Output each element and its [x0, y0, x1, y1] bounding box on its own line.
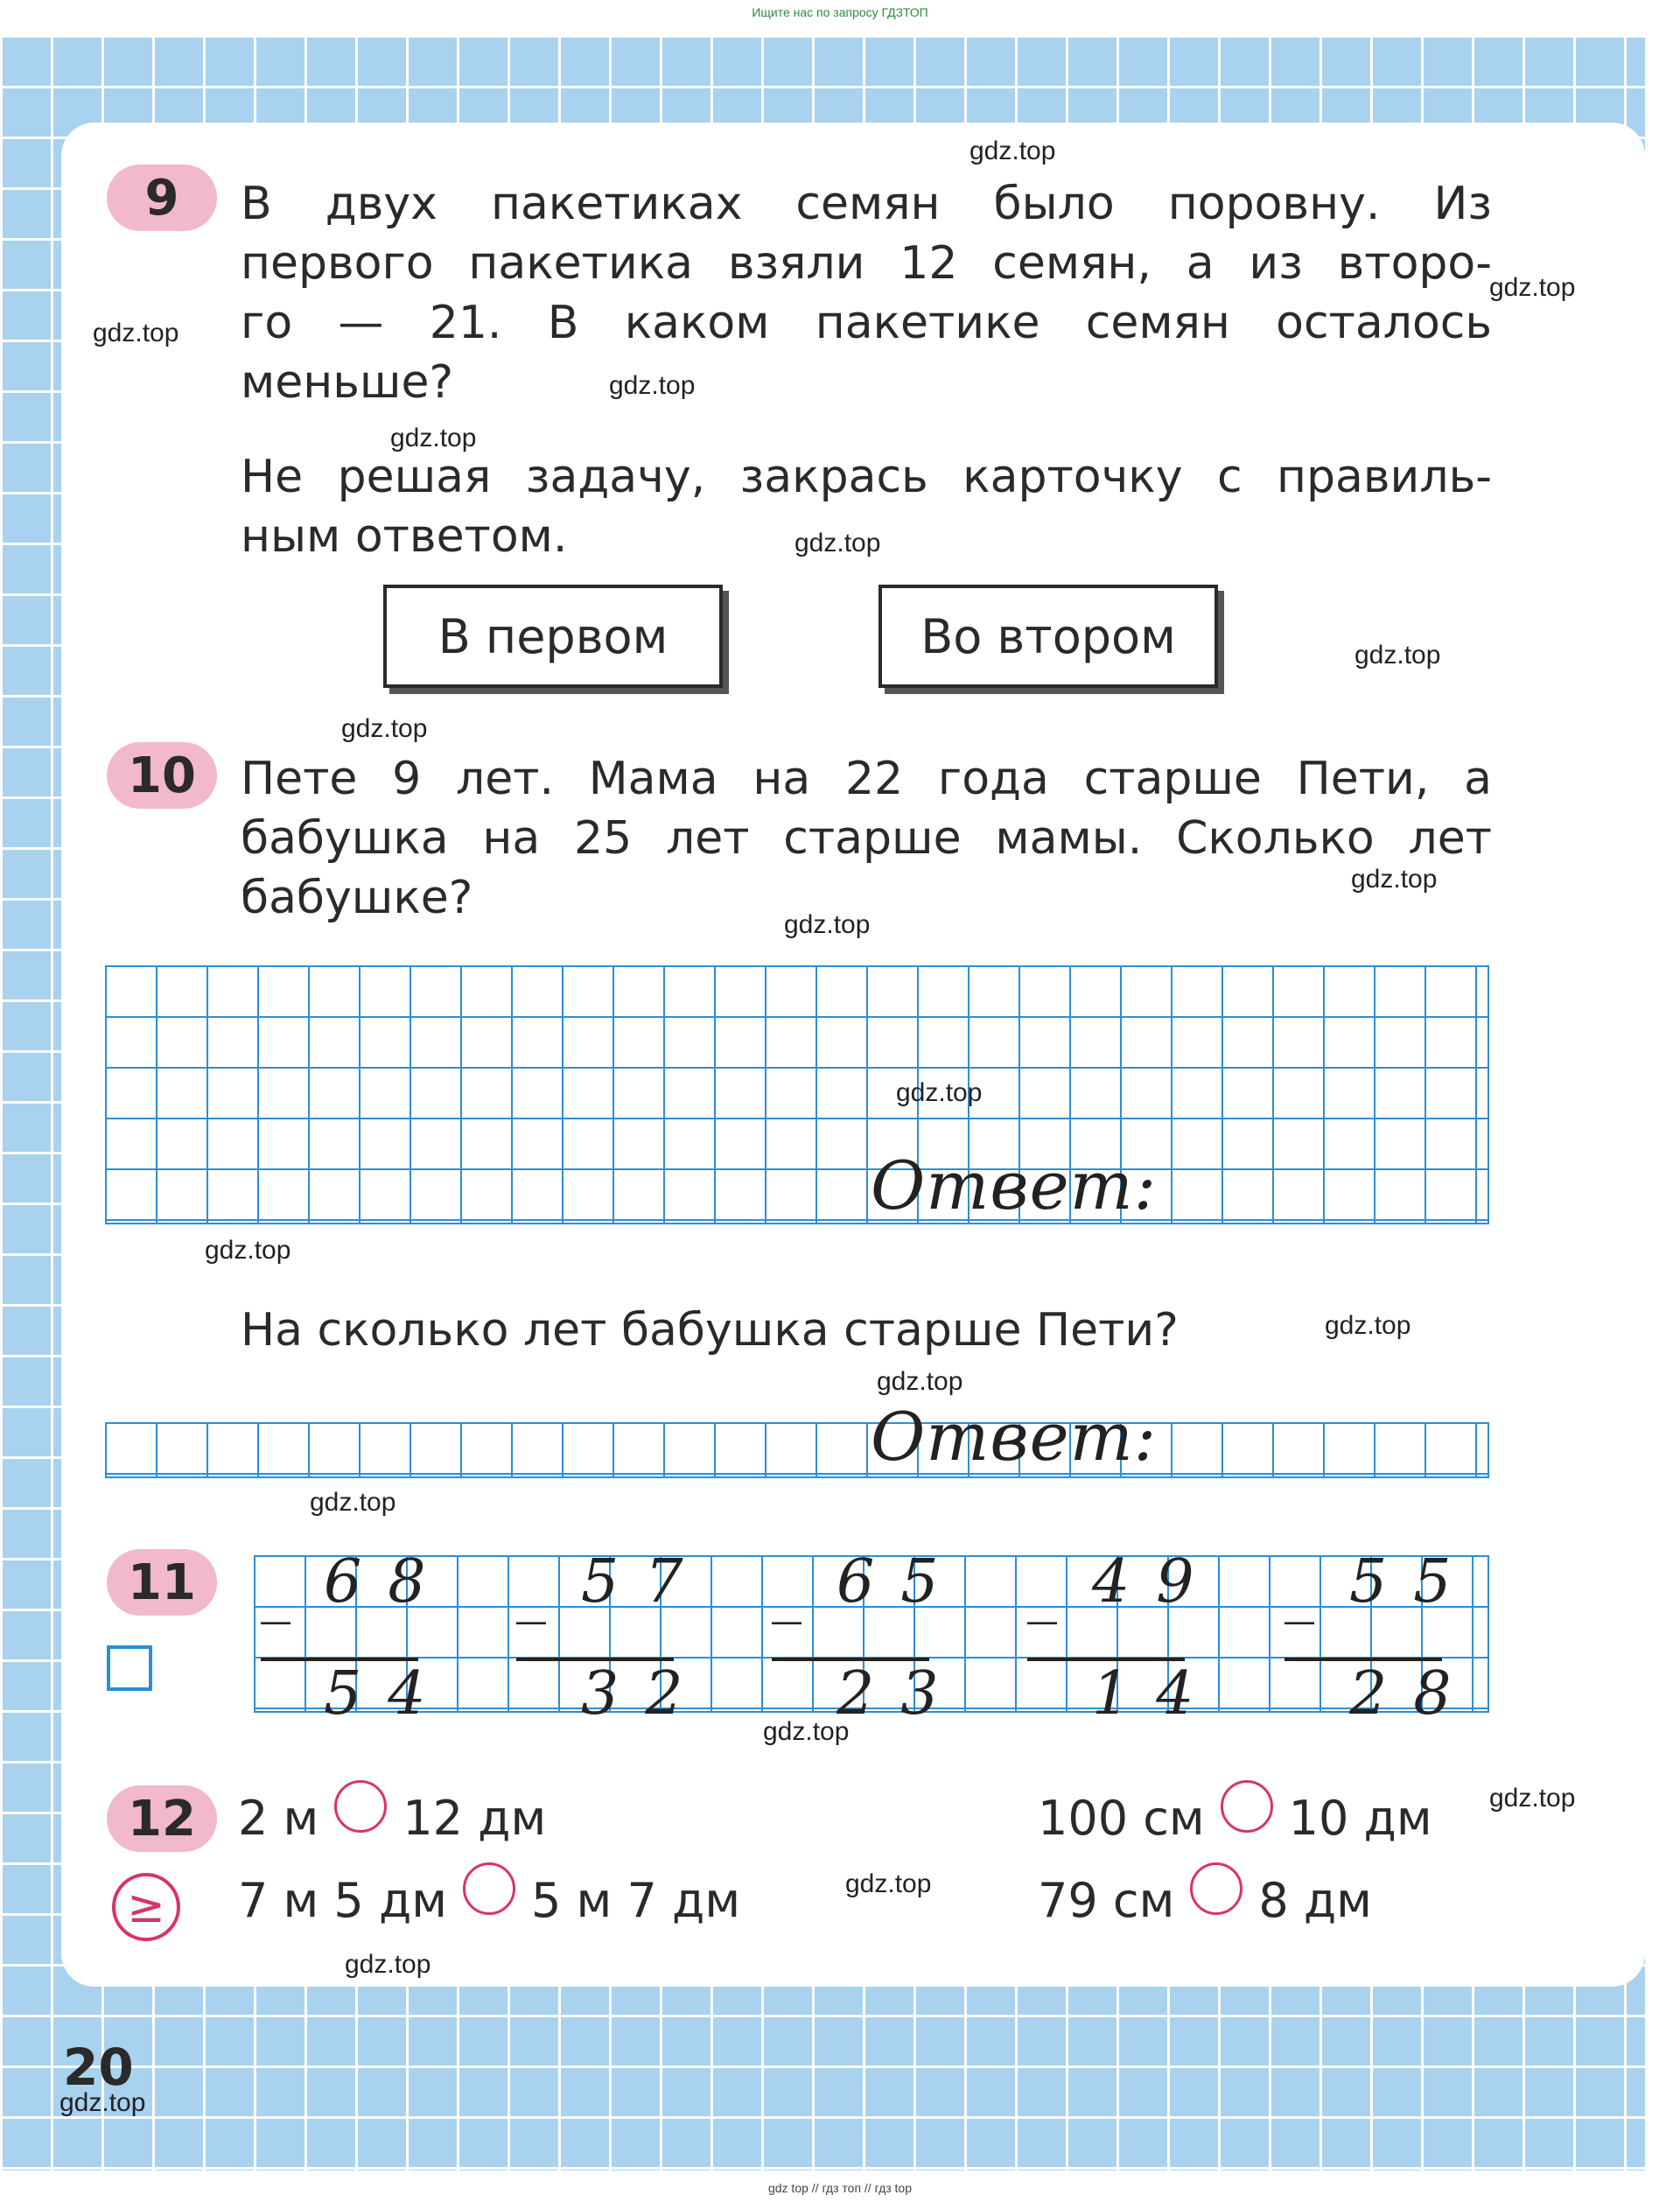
watermark: gdz.top — [609, 371, 696, 400]
minuend-5: 55 — [1349, 1547, 1478, 1616]
task-9-line-2: первого пакетика взяли 12 семян, а из второ- — [241, 237, 1492, 290]
task-9-instruction-2: ным ответом. — [241, 510, 568, 563]
checkbox-icon[interactable] — [107, 1645, 152, 1691]
comparison-3-right: 5 м 7 дм — [531, 1873, 741, 1928]
answer-label: Ответ: — [871, 1147, 1158, 1224]
task-10-question-2: На сколько лет бабушка старше Пети? — [241, 1304, 1179, 1357]
watermark: gdz.top — [205, 1236, 291, 1265]
compare-symbol-icon: ≥ — [112, 1873, 180, 1941]
watermark: gdz.top — [970, 137, 1056, 165]
watermark: gdz.top — [784, 910, 871, 939]
result-5: 28 — [1349, 1659, 1478, 1729]
task-11-badge: 11 — [107, 1549, 217, 1616]
watermark: gdz.top — [60, 2088, 146, 2117]
comparison-2-left: 100 см — [1038, 1791, 1205, 1846]
watermark: gdz.top — [1489, 1784, 1576, 1813]
page-number: 20 — [63, 2037, 134, 2097]
minuend-2: 57 — [581, 1547, 710, 1616]
task-10-line-3: бабушке? — [241, 872, 473, 924]
comparison-1-left: 2 м — [238, 1791, 319, 1846]
watermark: gdz.top — [1351, 865, 1438, 894]
comparison-2 — [1038, 1791, 1432, 1846]
task-10-line-2: бабушка на 25 лет старше мамы. Сколько лет — [241, 812, 1492, 865]
answer-label-2: Ответ: — [871, 1398, 1158, 1476]
result-2: 32 — [581, 1659, 710, 1729]
task-10-line-1: Пете 9 лет. Мама на 22 года старше Пети, а — [241, 753, 1492, 805]
watermark: gdz.top — [390, 424, 477, 452]
comparison-1 — [238, 1791, 546, 1846]
minuend-3: 65 — [836, 1547, 965, 1616]
minus-sign-4: _ — [1027, 1556, 1083, 1625]
comparison-4-left: 79 см — [1038, 1873, 1175, 1928]
answer-card-second[interactable]: Во втором — [878, 585, 1218, 688]
watermark: gdz.top — [845, 1869, 932, 1898]
answer-grid-2[interactable] — [105, 1422, 1489, 1478]
watermark: gdz.top — [1489, 273, 1576, 302]
watermark: gdz.top — [310, 1488, 396, 1517]
bottom-note: gdz top // гдз топ // гдз top — [767, 2181, 913, 2195]
watermark: gdz.top — [341, 714, 428, 743]
comparison-3 — [238, 1873, 740, 1928]
result-1: 54 — [324, 1659, 452, 1729]
minuend-1: 68 — [324, 1547, 452, 1616]
watermark: gdz.top — [1325, 1311, 1411, 1340]
result-4: 14 — [1092, 1659, 1221, 1729]
solution-grid[interactable] — [105, 965, 1489, 1224]
answer-card-first[interactable]: В первом — [383, 585, 723, 688]
minus-sign-2: _ — [516, 1556, 572, 1625]
task-9-badge: 9 — [107, 165, 217, 231]
comparison-4 — [1038, 1873, 1372, 1928]
watermark: gdz.top — [763, 1717, 850, 1746]
task-9-line-3: го — 21. В каком пакетике семян осталось — [241, 297, 1492, 349]
result-3: 23 — [836, 1659, 965, 1729]
comparison-4-circle[interactable] — [1190, 1862, 1242, 1915]
comparison-2-circle[interactable] — [1221, 1780, 1273, 1833]
comparison-3-left: 7 м 5 дм — [238, 1873, 448, 1928]
task-9-line-1: В двух пакетиках семян было поровну. Из — [241, 178, 1492, 230]
minus-sign-5: _ — [1284, 1556, 1340, 1625]
task-12-badge: 12 — [107, 1785, 217, 1852]
task-10-badge: 10 — [107, 742, 217, 809]
comparison-3-circle[interactable] — [463, 1862, 515, 1915]
minus-sign-3: _ — [772, 1556, 828, 1625]
watermark: gdz.top — [93, 319, 179, 347]
comparison-2-right: 10 дм — [1288, 1791, 1432, 1846]
watermark: gdz.top — [345, 1950, 431, 1979]
watermark: gdz.top — [794, 529, 881, 558]
top-note: Ищите нас по запросу ГДЗТОП — [752, 5, 928, 19]
comparison-1-right: 12 дм — [402, 1791, 547, 1846]
minus-sign-1: _ — [261, 1556, 317, 1625]
task-9-instruction-1: Не решая задачу, закрась карточку с правиль- — [241, 451, 1492, 503]
comparison-4-right: 8 дм — [1258, 1873, 1372, 1928]
comparison-1-circle[interactable] — [334, 1780, 387, 1833]
minuend-4: 49 — [1092, 1547, 1221, 1616]
watermark: gdz.top — [1354, 641, 1441, 670]
watermark: gdz.top — [896, 1078, 983, 1107]
task-9-line-4: меньше? — [241, 356, 454, 409]
watermark: gdz.top — [877, 1367, 963, 1396]
